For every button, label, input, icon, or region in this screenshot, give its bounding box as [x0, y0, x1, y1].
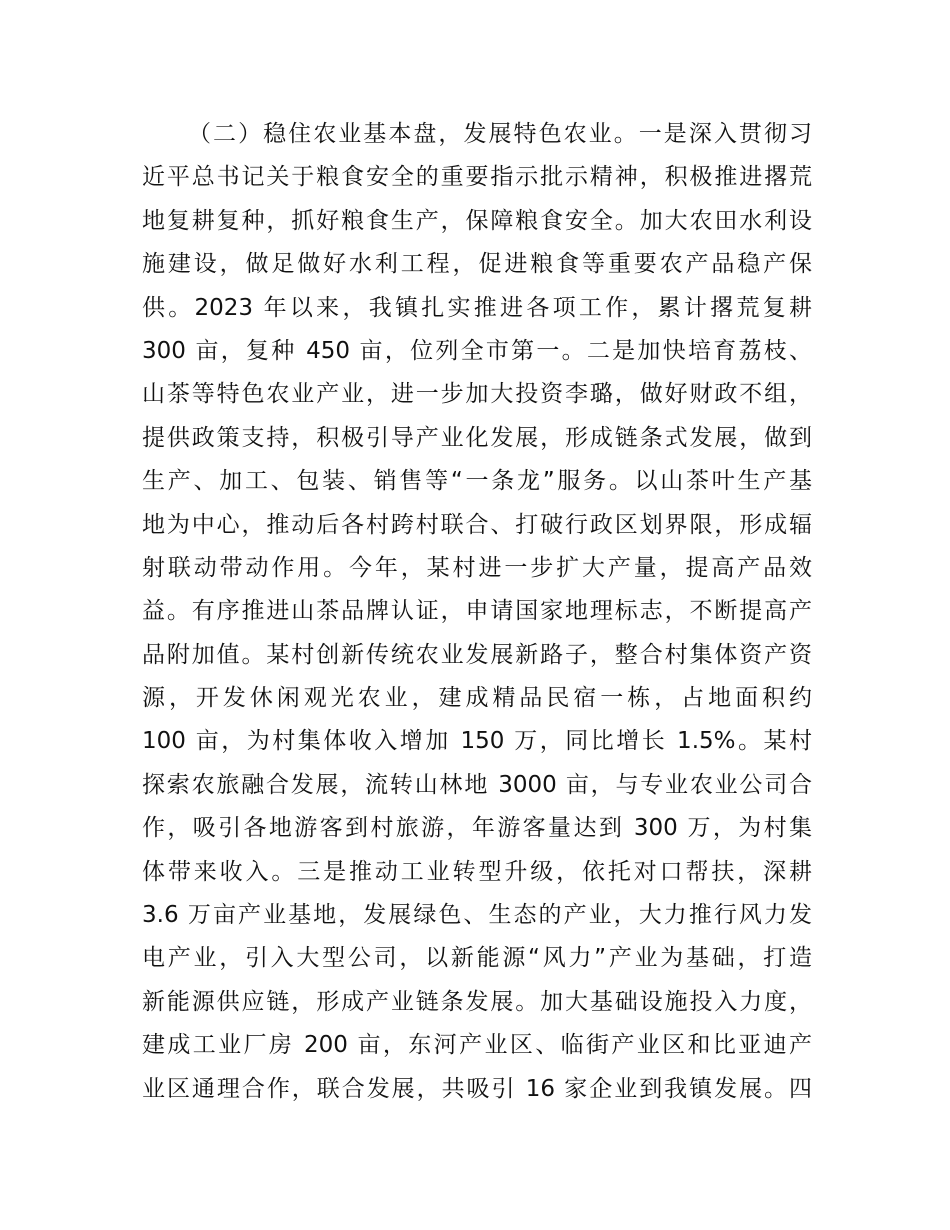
text-line: 源，开发休闲观光农业，建成精品民宿一栋，占地面积约	[142, 685, 812, 712]
text-line: 作，吸引各地游客到村旅游，年游客量达到 300 万，为村集	[142, 815, 812, 842]
text-line: 业区通理合作，联合发展，共吸引 16 家企业到我镇发展。四	[142, 1075, 812, 1102]
text-line: 供。2023 年以来，我镇扎实推进各项工作，累计撂荒复耕	[142, 294, 812, 321]
text-line: 100 亩，为村集体收入增加 150 万，同比增长 1.5%。某村	[142, 728, 812, 755]
text-line: （二）稳住农业基本盘，发展特色农业。一是深入贯彻习	[188, 121, 812, 147]
text-line: 品附加值。某村创新传统农业发展新路子，整合村集体资产资	[142, 641, 812, 668]
text-line: 建成工业厂房 200 亩，东河产业区、临街产业区和比亚迪产	[142, 1032, 812, 1059]
text-line: 电产业，引入大型公司，以新能源“风力”产业为基础，打造	[142, 945, 812, 972]
text-line: 生产、加工、包装、销售等“一条龙”服务。以山茶叶生产基	[142, 468, 812, 495]
text-line: 探索农旅融合发展，流转山林地 3000 亩，与专业农业公司合	[142, 771, 812, 798]
text-line: 地为中心，推动后各村跨村联合、打破行政区划界限，形成辐	[142, 511, 812, 538]
body-paragraph	[142, 113, 812, 1111]
text-line: 近平总书记关于粮食安全的重要指示批示精神，积极推进撂荒	[142, 164, 812, 191]
text-line: 山茶等特色农业产业，进一步加大投资李璐，做好财政不组，	[142, 381, 812, 408]
text-line: 益。有序推进山茶品牌认证，申请国家地理标志，不断提高产	[142, 598, 812, 625]
text-line: 300 亩，复种 450 亩，位列全市第一。二是加快培育荔枝、	[142, 337, 812, 364]
text-line: 新能源供应链，形成产业链条发展。加大基础设施投入力度，	[142, 988, 812, 1015]
text-line: 提供政策支持，积极引导产业化发展，形成链条式发展，做到	[142, 424, 812, 451]
text-line: 3.6 万亩产业基地，发展绿色、生态的产业，大力推行风力发	[142, 902, 812, 929]
text-line: 射联动带动作用。今年，某村进一步扩大产量，提高产品效	[142, 554, 812, 581]
text-line: 地复耕复种，抓好粮食生产，保障粮食安全。加大农田水利设	[142, 207, 812, 234]
text-line: 施建设，做足做好水利工程，促进粮食等重要农产品稳产保	[142, 251, 812, 278]
text-line: 体带来收入。三是推动工业转型升级，依托对口帮扶，深耕	[142, 858, 812, 885]
